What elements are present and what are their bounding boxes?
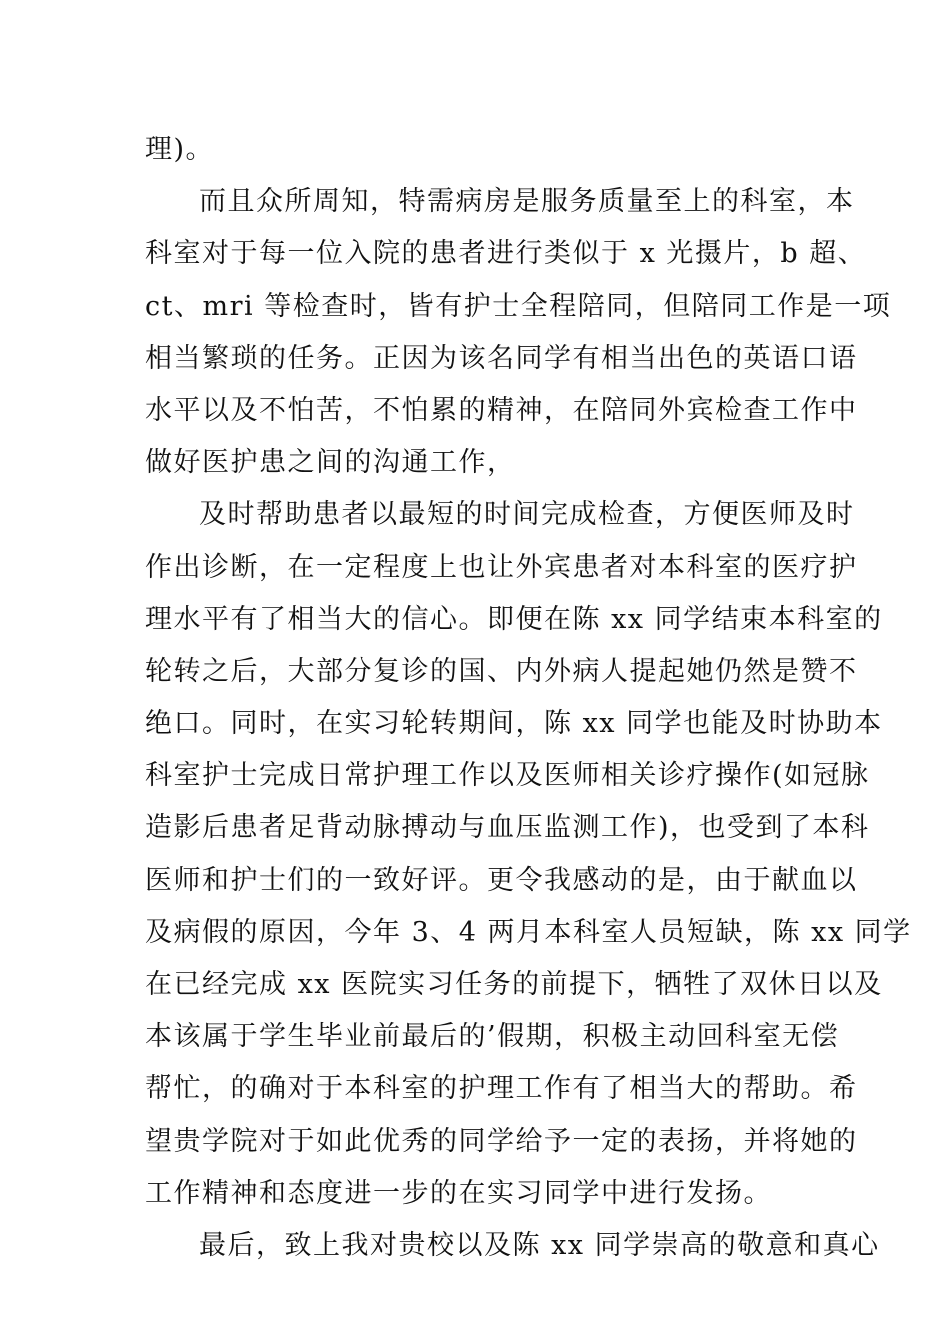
body-text — [145, 124, 912, 1272]
text-line: 轮转之后，大部分复诊的国、内外病人提起她仍然是赞不 — [145, 655, 858, 687]
text-line: 医师和护士们的一致好评。更令我感动的是，由于献血以 — [145, 864, 858, 896]
text-line: 科室对于每一位入院的患者进行类似于 x 光摄片，b 超、 — [145, 238, 867, 270]
text-line: 本该属于学生毕业前最后的’假期，积极主动回科室无偿 — [145, 1021, 840, 1053]
paragraph-first-line: 及时帮助患者以最短的时间完成检查，方便医师及时 — [199, 499, 855, 531]
paragraph-first-line: 而且众所周知，特需病房是服务质量至上的科室，本 — [199, 186, 855, 218]
text-line: 作出诊断，在一定程度上也让外宾患者对本科室的医疗护 — [145, 551, 858, 583]
text-line: 工作精神和态度进一步的在实习同学中进行发扬。 — [145, 1177, 772, 1209]
text-line: 绝口。同时，在实习轮转期间，陈 xx 同学也能及时协助本 — [145, 708, 883, 740]
text-line: 科室护士完成日常护理工作以及医师相关诊疗操作(如冠脉 — [145, 760, 870, 792]
paragraph-first-line: 最后，致上我对贵校以及陈 xx 同学崇高的敬意和真心 — [199, 1229, 880, 1261]
text-line: 做好医护患之间的沟通工作， — [145, 447, 516, 479]
text-line: 造影后患者足背动脉搏动与血压监测工作)，也受到了本科 — [145, 812, 870, 844]
text-line: 理水平有了相当大的信心。即便在陈 xx 同学结束本科室的 — [145, 603, 883, 635]
text-line: 在已经完成 xx 医院实习任务的前提下，牺牲了双休日以及 — [145, 969, 883, 1000]
text-line: 及病假的原因，今年 3、4 两月本科室人员短缺，陈 xx 同学 — [145, 916, 912, 948]
text-line: 理)。 — [145, 134, 215, 165]
text-line: 水平以及不怕苦，不怕累的精神，在陪同外宾检查工作中 — [145, 394, 858, 426]
text-line: 望贵学院对于如此优秀的同学给予一定的表扬，并将她的 — [145, 1125, 858, 1157]
text-line: 相当繁琐的任务。正因为该名同学有相当出色的英语口语 — [145, 342, 858, 374]
text-line: 帮忙，的确对于本科室的护理工作有了相当大的帮助。希 — [145, 1073, 858, 1105]
text-line: ct、mri 等检查时，皆有护士全程陪同，但陪同工作是一项 — [145, 290, 892, 322]
